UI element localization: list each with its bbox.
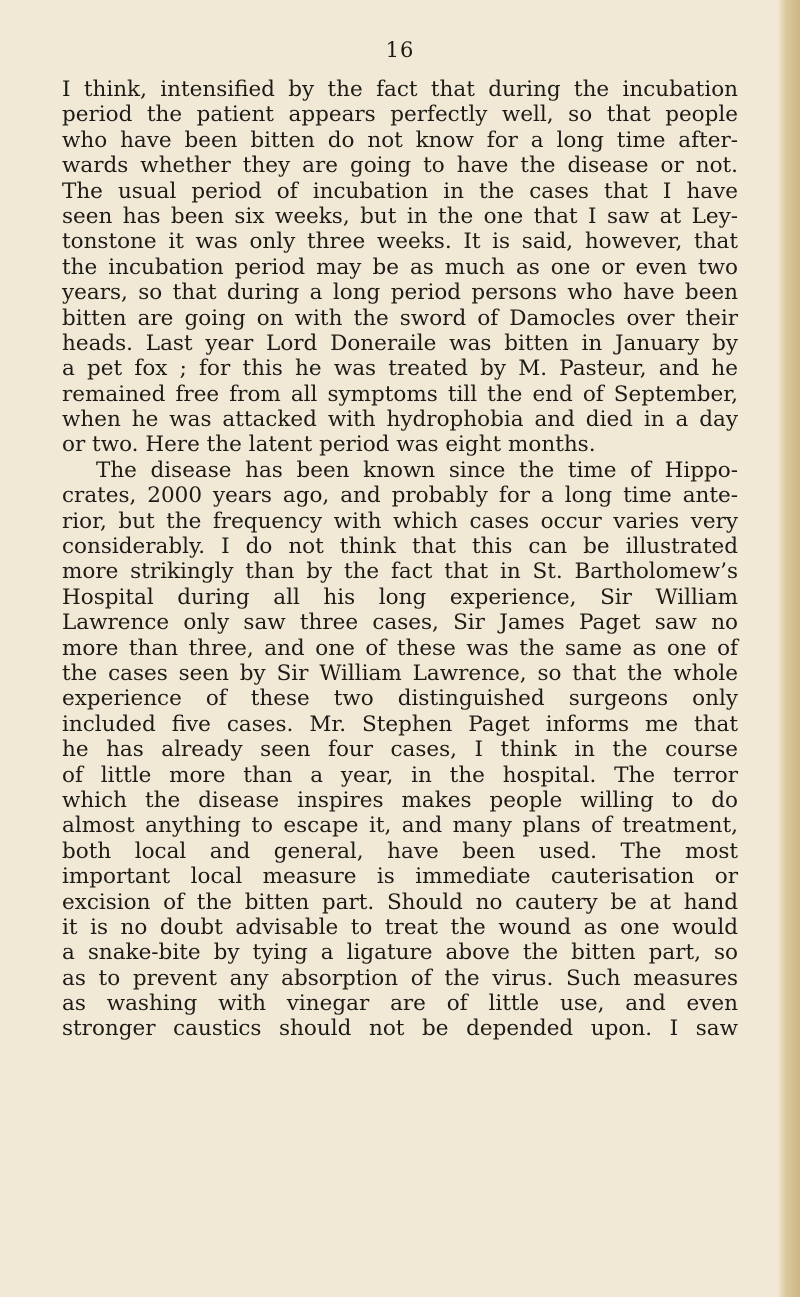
text-line: crates, 2000 years ago, and probably for a long time ante- [62,483,738,509]
text-line: considerably. I do not think that this can be illustrated [62,534,738,560]
text-line: tonstone it was only three weeks. It is said, however, that [62,229,738,255]
text-line: a snake-bite by tying a ligature above the bitten part, so [62,940,738,966]
body-text [62,77,738,1042]
text-line: included five cases. Mr. Stephen Paget informs me that [62,711,738,737]
text-line: years, so that during a long period persons who have been [62,280,738,306]
text-line: a pet fox ; for this he was treated by M. Pasteur, and he [62,356,738,382]
text-line: experience of these two distinguished surgeons only [62,686,738,712]
text-line: as washing with vinegar are of little use, and even [62,991,738,1017]
text-line: excision of the bitten part. Should no cautery be at hand [62,889,738,915]
text-line: more strikingly than by the fact that in St. Bartholomew’s [62,559,738,585]
text-line: more than three, and one of these was the same as one of [62,635,738,661]
text-line: or two. Here the latent period was eight months. [62,432,596,458]
text-line: it is no doubt advisable to treat the wound as one would [62,914,738,940]
page-edge-shadow [778,0,800,1297]
text-line: Hospital during all his long experience, Sir William [62,584,738,610]
text-line: The disease has been known since the time of Hippo- [96,457,738,483]
text-line: which the disease inspires makes people willing to do [62,787,738,813]
text-line: both local and general, have been used. The most [62,838,738,864]
text-line: when he was attacked with hydrophobia and died in a day [62,407,738,433]
text-line: the cases seen by Sir William Lawrence, so that the whole [62,660,738,686]
page-number: 16 [385,38,415,62]
text-line: almost anything to escape it, and many plans of treatment, [62,813,738,839]
text-line: Lawrence only saw three cases, Sir James Paget saw no [62,610,738,636]
text-line: stronger caustics should not be depended upon. I saw [62,1016,738,1042]
text-line: who have been bitten do not know for a long time after- [62,127,738,153]
text-line: as to prevent any absorption of the virus. Such measures [62,965,738,991]
text-line: remained free from all symptoms till the end of September, [62,381,738,407]
text-line: The usual period of incubation in the cases that I have [62,178,738,204]
text-line: I think, intensified by the fact that during the incubation [62,77,738,102]
text-line: rior, but the frequency with which cases occur varies very [62,508,738,534]
text-line: heads. Last year Lord Doneraile was bitten in January by [62,330,738,356]
text-line: period the patient appears perfectly well, so that people [62,102,738,128]
text-line: bitten are going on with the sword of Damocles over their [62,305,738,331]
text-line: the incubation period may be as much as one or even two [62,254,738,280]
text-line: important local measure is immediate cauterisation or [62,864,738,890]
text-line: he has already seen four cases, I think in the course [62,737,738,763]
text-line: wards whether they are going to have the disease or not. [62,153,738,179]
text-line: of little more than a year, in the hospital. The terror [62,762,738,788]
text-line: seen has been six weeks, but in the one that I saw at Ley- [62,203,738,229]
